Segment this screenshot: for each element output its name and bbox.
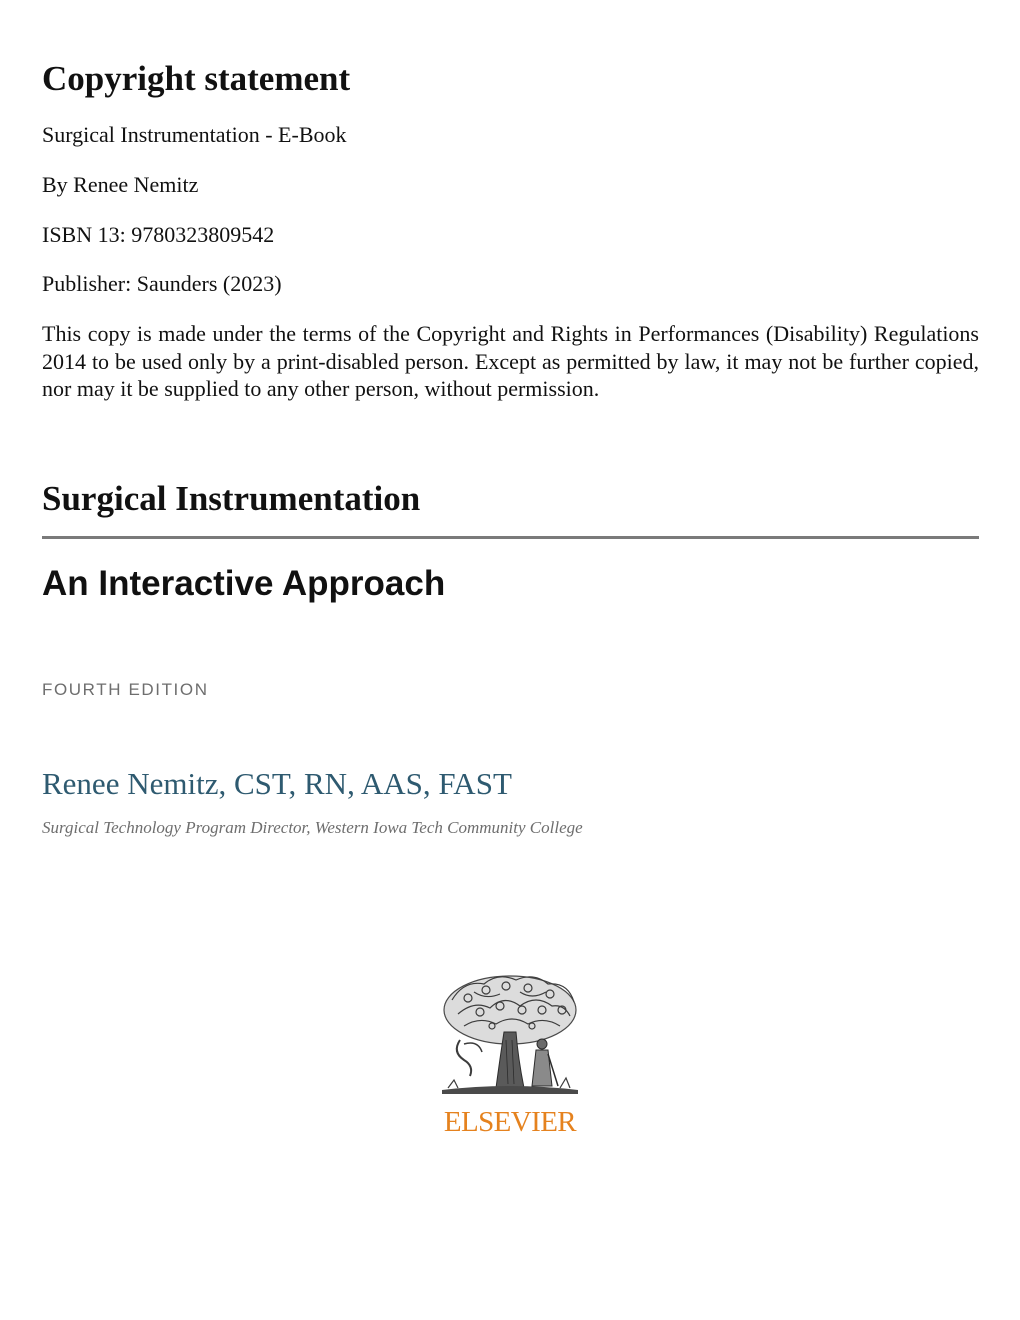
author-name: Renee Nemitz, CST, RN, AAS, FAST [42, 766, 512, 801]
book-subtitle: An Interactive Approach [42, 564, 446, 603]
title-divider [42, 536, 979, 539]
copyright-book-title: Surgical Instrumentation - E-Book [42, 122, 347, 147]
elsevier-tree-icon [434, 970, 586, 1100]
author-affiliation: Surgical Technology Program Director, Western Iowa Tech Community College [42, 818, 583, 837]
copyright-isbn: ISBN 13: 9780323809542 [42, 222, 275, 247]
copyright-publisher: Publisher: Saunders (2023) [42, 271, 282, 296]
copyright-author: By Renee Nemitz [42, 172, 199, 197]
copyright-notice: This copy is made under the terms of the Copyright and Rights in Performances (Disability) Regulations 2014 to be used only by a print-disabled person. Except as permitted by law, it may not be further copied, nor may it be supplied to any other person, without permission. [42, 321, 979, 401]
edition-label: FOURTH EDITION [42, 680, 209, 699]
book-title: Surgical Instrumentation [42, 479, 421, 518]
copyright-heading: Copyright statement [42, 59, 351, 98]
elsevier-wordmark: ELSEVIER [443, 1106, 577, 1138]
publisher-logo [434, 970, 586, 1142]
